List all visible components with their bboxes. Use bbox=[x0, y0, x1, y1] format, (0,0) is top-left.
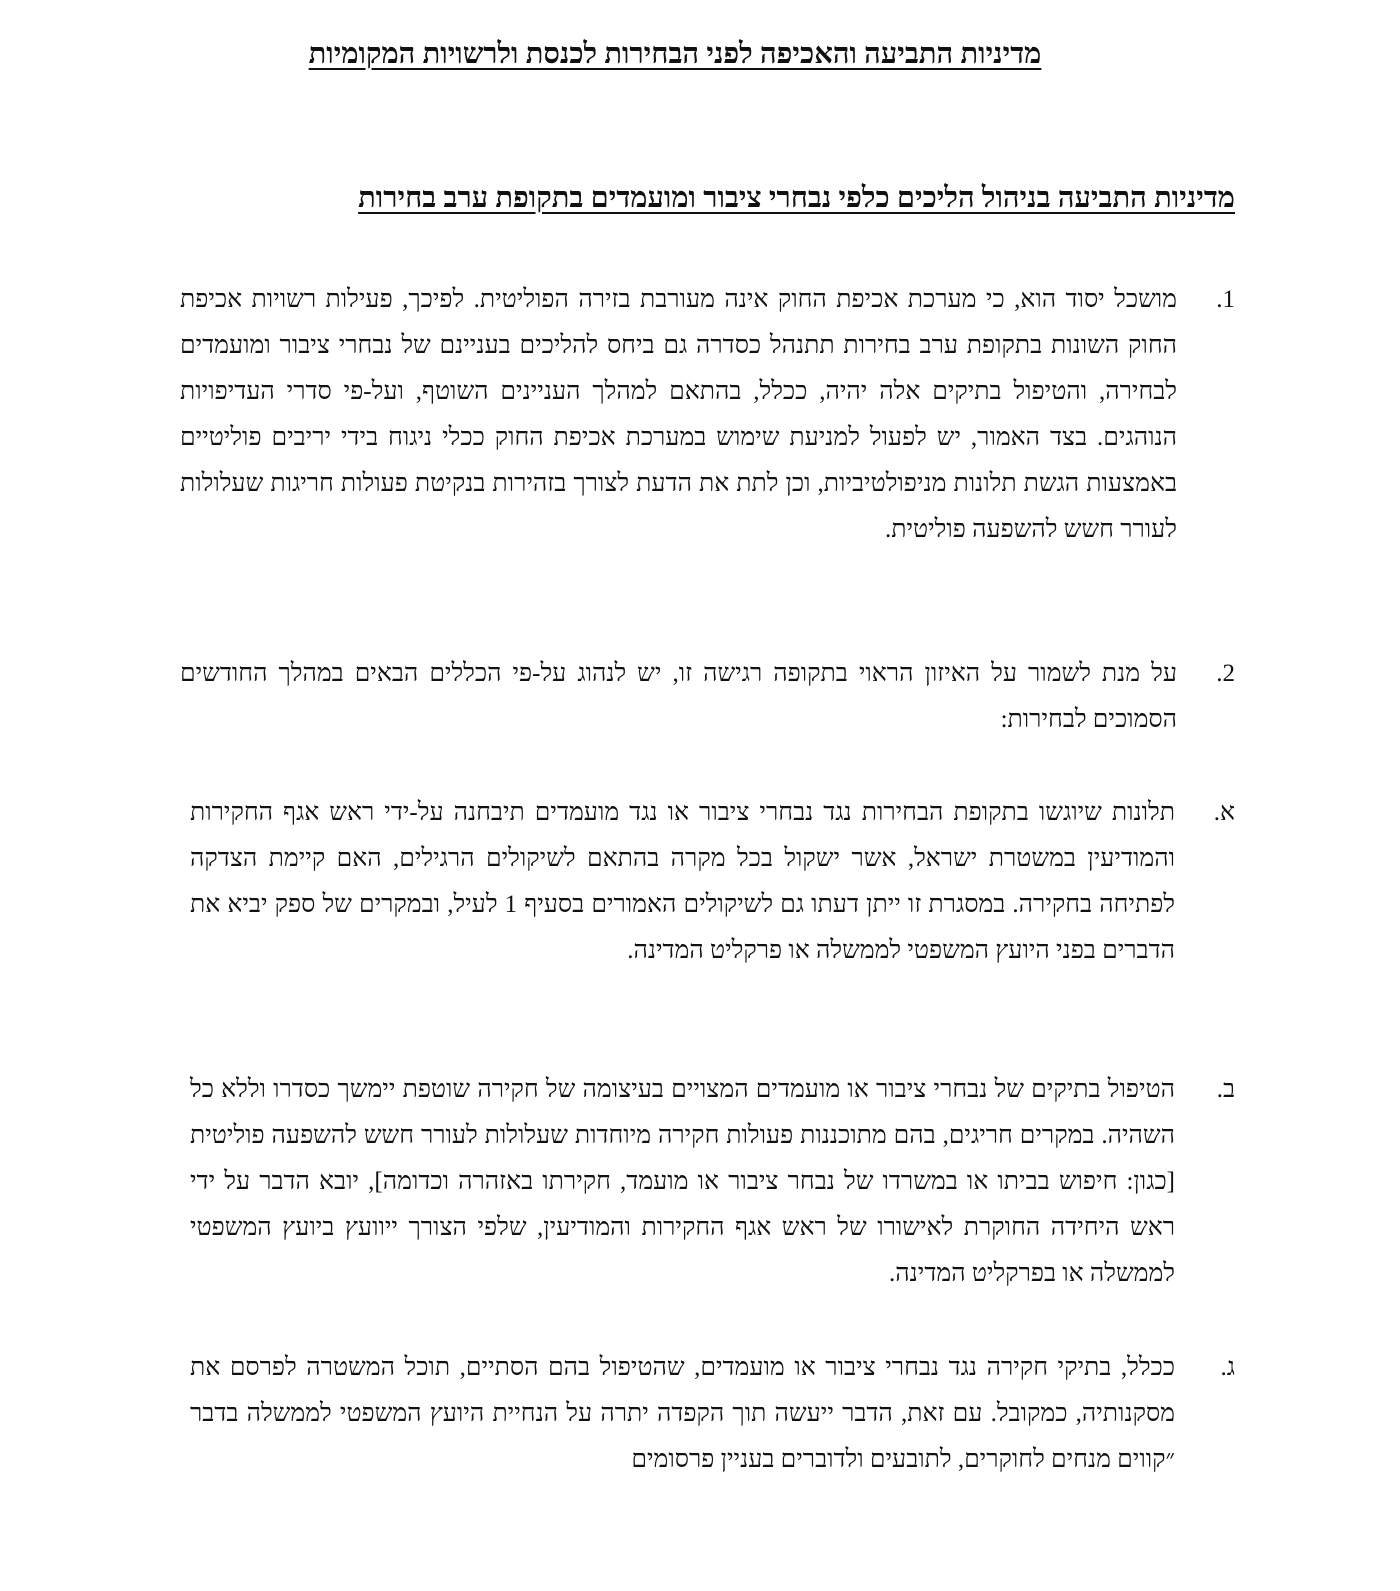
paragraph-bet bbox=[190, 1067, 1235, 1297]
paragraph-alef bbox=[190, 790, 1235, 974]
paragraph-text: הטיפול בתיקים של נבחרי ציבור או מועמדים המצויים בעיצומה של חקירה שוטפת יימשך כסדרו וללא כל השהיה. במקרים חריגים, בהם מתוכננות פעולות חקירה מיוחדות שעלולות לעורר חשש להשפעה פוליטית [כגון: חיפוש בביתו או במשרדו של נבחר ציבור או מועמד, חקירתו באזהרה וכדומה], יובא הדבר על ידי ראש היחידה החוקרת לאישורו של ראש אגף החקירות והמודיעין, שלפי הצורך ייוועץ ביועץ המשפטי לממשלה או בפרקליט המדינה. bbox=[190, 1076, 1175, 1287]
paragraph-marker: ג. bbox=[1220, 1354, 1235, 1381]
paragraph-2 bbox=[180, 651, 1235, 743]
paragraph-marker: ב. bbox=[1216, 1076, 1235, 1103]
paragraph-marker: א. bbox=[1213, 799, 1235, 826]
document-title: מדיניות התביעה והאכיפה לפני הבחירות לכנסת ולרשויות המקומיות bbox=[308, 38, 1042, 70]
paragraph-text: על מנת לשמור על האיזון הראוי בתקופה רגישה זו, יש לנהוג על-פי הכללים הבאים במהלך החודשים הסמוכים לבחירות: bbox=[180, 660, 1177, 733]
paragraph-gimel bbox=[190, 1345, 1235, 1483]
section-subtitle: מדיניות התביעה בניהול הליכים כלפי נבחרי ציבור ומועמדים בתקופת ערב בחירות bbox=[358, 182, 1235, 214]
paragraph-marker: 2. bbox=[1216, 660, 1235, 687]
paragraph-marker: 1. bbox=[1216, 286, 1235, 313]
paragraph-text: מושכל יסוד הוא, כי מערכת אכיפת החוק אינה מעורבת בזירה הפוליטית. לפיכך, פעילות רשויות אכיפת החוק השונות בתקופת ערב בחירות תתנהל כסדרה גם ביחס להליכים בעניינם של נבחרי ציבור ומועמדים לבחירה, והטיפול בתיקים אלה יהיה, ככלל, בהתאם למהלך העניינים השוטף, ועל-פי סדרי העדיפויות הנוהגים. בצד האמור, יש לפעול למניעת שימוש במערכת אכיפת החוק ככלי ניגוח בידי יריבים פוליטיים באמצעות הגשת תלונות מניפולטיביות, וכן לתת את הדעת לצורך בזהירות בנקיטת פעולות חריגות שעלולות לעורר חשש להשפעה פוליטית. bbox=[180, 286, 1177, 543]
paragraph-text: תלונות שיוגשו בתקופת הבחירות נגד נבחרי ציבור או נגד מועמדים תיבחנה על-ידי ראש אגף החקירות והמודיעין במשטרת ישראל, אשר ישקול בכל מקרה בהתאם לשיקולים הרגילים, האם קיימת הצדקה לפתיחה בחקירה. במסגרת זו ייתן דעתו גם לשיקולים האמורים בסעיף 1 לעיל, ובמקרים של ספק יביא את הדברים בפני היועץ המשפטי לממשלה או פרקליט המדינה. bbox=[190, 799, 1175, 964]
paragraph-1 bbox=[180, 277, 1235, 553]
paragraph-text: ככלל, בתיקי חקירה נגד נבחרי ציבור או מועמדים, שהטיפול בהם הסתיים, תוכל המשטרה לפרסם את מסקנותיה, כמקובל. עם זאת, הדבר ייעשה תוך הקפדה יתרה על הנחיית היועץ המשפטי לממשלה בדבר ״קווים מנחים לחוקרים, לתובעים ולדוברים בעניין פרסומים bbox=[190, 1354, 1175, 1473]
